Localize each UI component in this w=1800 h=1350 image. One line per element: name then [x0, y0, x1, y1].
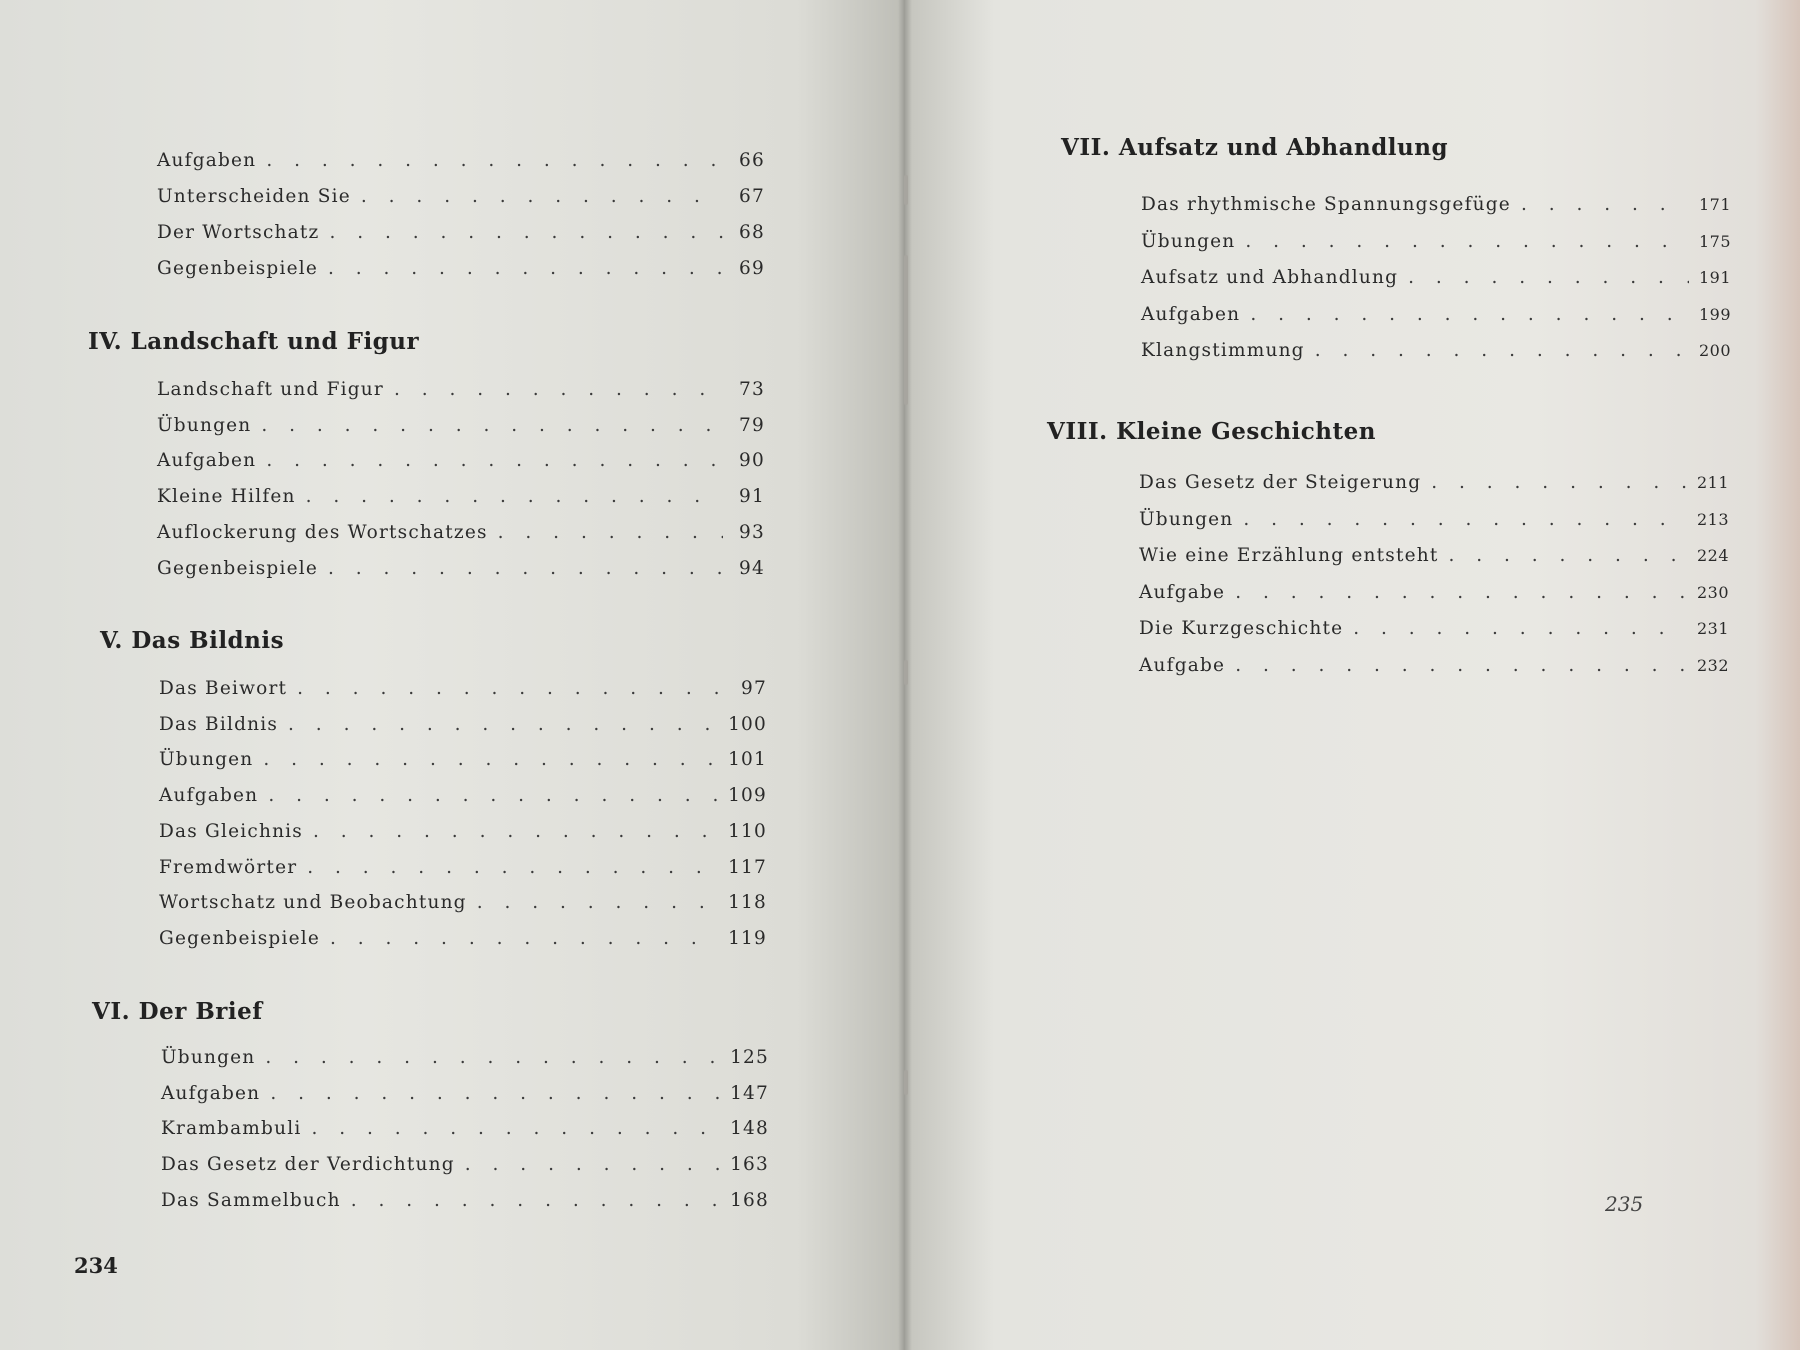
- dot-leader: [328, 558, 723, 579]
- section-title: VII. Aufsatz und Abhandlung: [1061, 134, 1449, 161]
- toc-entry: [1141, 267, 1731, 288]
- dot-leader: [297, 678, 725, 699]
- toc-entry: [159, 928, 767, 949]
- toc-entry-page: 175: [1698, 231, 1731, 251]
- dot-leader: [361, 186, 723, 207]
- binding-stitch: [904, 660, 908, 685]
- dot-leader: [268, 785, 720, 806]
- dot-leader: [1353, 618, 1687, 639]
- toc-entry: [161, 1083, 769, 1104]
- toc-entry: [1139, 618, 1729, 639]
- toc-entry: [157, 379, 765, 400]
- toc-entry-label: Kleine Hilfen: [157, 486, 296, 508]
- dot-leader: [1250, 304, 1689, 325]
- toc-entry-label: Das Gesetz der Verdichtung: [161, 1154, 455, 1176]
- dot-leader: [288, 714, 720, 735]
- toc-entry-page: 119: [728, 927, 767, 949]
- toc-entry-page: 148: [730, 1118, 769, 1140]
- dot-leader: [311, 1118, 722, 1139]
- dot-leader: [1243, 509, 1687, 530]
- dot-leader: [1315, 340, 1689, 361]
- toc-entry-page: 224: [1696, 546, 1729, 565]
- dot-leader: [328, 258, 723, 279]
- binding-stitch: [904, 255, 908, 405]
- toc-entry: [159, 785, 767, 806]
- toc-entry-label: Die Kurzgeschichte: [1139, 618, 1344, 639]
- toc-entry-page: 73: [739, 379, 765, 400]
- dot-leader: [1235, 582, 1687, 603]
- toc-entry: [159, 857, 767, 878]
- toc-entry-page: 100: [728, 713, 767, 735]
- toc-entry-page: 200: [1698, 341, 1731, 360]
- toc-entry-label: Übungen: [1141, 230, 1236, 252]
- toc-entry-label: Fremdwörter: [159, 856, 298, 878]
- dot-leader: [270, 1083, 722, 1104]
- toc-entry-page: 66: [739, 150, 765, 171]
- binding-stitch: [904, 1070, 908, 1095]
- toc-entry-page: 109: [728, 785, 767, 807]
- toc-entry-page: 68: [739, 222, 765, 243]
- toc-entry-label: Unterscheiden Sie: [157, 186, 351, 207]
- dot-leader: [394, 379, 723, 400]
- toc-entry: [161, 1047, 769, 1068]
- toc-entry: [1139, 509, 1729, 530]
- dot-leader: [306, 486, 723, 507]
- toc-entry-page: 101: [728, 749, 767, 771]
- toc-entry-label: Klangstimmung: [1141, 340, 1305, 361]
- toc-entry-page: 94: [739, 557, 765, 579]
- toc-entry: [1141, 340, 1731, 361]
- dot-leader: [1521, 194, 1689, 215]
- dot-leader: [1235, 655, 1687, 676]
- toc-entry-page: 67: [739, 186, 765, 207]
- toc-entry: [159, 892, 767, 913]
- toc-entry-page: 191: [1698, 268, 1731, 287]
- toc-entry: [157, 486, 765, 507]
- toc-entry-page: 91: [739, 486, 765, 508]
- toc-entry-page: 211: [1696, 473, 1729, 492]
- dot-leader: [307, 857, 720, 878]
- toc-entry-label: Das Sammelbuch: [161, 1189, 341, 1211]
- toc-entry-label: Übungen: [157, 414, 252, 436]
- toc-entry-label: Aufgaben: [157, 450, 257, 472]
- toc-entry: [161, 1118, 769, 1139]
- dot-leader: [477, 892, 720, 913]
- toc-entry-label: Aufgabe: [1139, 654, 1226, 676]
- page-number: 235: [1605, 1192, 1644, 1216]
- toc-entry-label: Krambambuli: [161, 1118, 302, 1140]
- right-page: [905, 0, 1800, 1350]
- dot-leader: [266, 450, 723, 471]
- toc-entry: [161, 1154, 769, 1175]
- toc-entry-label: Aufgaben: [1141, 303, 1241, 325]
- section-title: VIII. Kleine Geschichten: [1047, 418, 1376, 445]
- toc-entry-label: Landschaft und Figur: [157, 379, 384, 400]
- toc-entry: [1141, 231, 1731, 252]
- toc-entry: [1139, 545, 1729, 566]
- toc-entry: [1141, 194, 1731, 215]
- toc-entry-label: Übungen: [159, 749, 254, 771]
- dot-leader: [265, 1047, 722, 1068]
- toc-entry-label: Das Gesetz der Steigerung: [1139, 472, 1422, 493]
- toc-entry-page: 147: [730, 1082, 769, 1104]
- dot-leader: [1245, 231, 1689, 252]
- dot-leader: [465, 1154, 722, 1175]
- section-title: V. Das Bildnis: [100, 627, 285, 654]
- toc-entry: [1139, 582, 1729, 603]
- dot-leader: [266, 150, 723, 171]
- toc-entry: [159, 678, 767, 699]
- section-title: VI. Der Brief: [92, 998, 263, 1025]
- toc-entry-page: 213: [1696, 509, 1729, 529]
- dot-leader: [329, 222, 723, 243]
- toc-entry-label: Aufgabe: [1139, 581, 1226, 603]
- toc-entry: [157, 450, 765, 471]
- dot-leader: [1431, 472, 1687, 493]
- dot-leader: [498, 522, 723, 543]
- toc-entry-label: Wortschatz und Beobachtung: [159, 892, 467, 914]
- toc-entry: [157, 522, 765, 543]
- toc-entry-label: Das Beiwort: [159, 678, 288, 699]
- toc-entry-label: Auflockerung des Wortschatzes: [157, 521, 488, 543]
- binding-stitch: [904, 175, 908, 205]
- toc-entry-page: 171: [1698, 195, 1731, 214]
- toc-entry-label: Das rhythmische Spannungsgefüge: [1141, 194, 1511, 215]
- toc-entry: [157, 186, 765, 207]
- toc-entry-page: 97: [741, 678, 767, 699]
- section-title: IV. Landschaft und Figur: [88, 328, 420, 355]
- dot-leader: [261, 415, 723, 436]
- page-number: 234: [74, 1253, 118, 1278]
- toc-entry-page: 125: [730, 1047, 769, 1068]
- toc-entry-label: Das Bildnis: [159, 713, 279, 735]
- toc-entry-page: 118: [728, 892, 767, 914]
- dot-leader: [351, 1190, 722, 1211]
- toc-entry-page: 93: [739, 521, 765, 543]
- toc-entry: [157, 222, 765, 243]
- toc-entry-page: 79: [739, 414, 765, 436]
- toc-entry-label: Übungen: [161, 1047, 256, 1068]
- toc-entry: [1141, 304, 1731, 325]
- toc-entry-label: Aufgaben: [161, 1082, 261, 1104]
- toc-entry-label: Das Gleichnis: [159, 820, 303, 842]
- toc-entry-page: 199: [1698, 304, 1731, 324]
- toc-entry-label: Aufgaben: [159, 785, 259, 807]
- toc-entry: [157, 558, 765, 579]
- toc-entry-page: 231: [1696, 619, 1729, 638]
- toc-entry: [159, 821, 767, 842]
- dot-leader: [1408, 267, 1689, 288]
- toc-entry-page: 232: [1696, 655, 1729, 675]
- toc-entry-label: Übungen: [1139, 508, 1234, 530]
- toc-entry-label: Aufgaben: [157, 150, 257, 171]
- toc-entry-label: Gegenbeispiele: [157, 258, 319, 279]
- toc-entry: [157, 415, 765, 436]
- toc-entry-label: Wie eine Erzählung entsteht: [1139, 545, 1439, 566]
- toc-entry-page: 168: [730, 1189, 769, 1211]
- toc-entry: [161, 1190, 769, 1211]
- toc-entry-page: 90: [739, 450, 765, 472]
- toc-entry-page: 163: [730, 1154, 769, 1176]
- dot-leader: [263, 749, 720, 770]
- toc-entry: [157, 258, 765, 279]
- toc-entry-page: 230: [1696, 582, 1729, 602]
- toc-entry-label: Gegenbeispiele: [159, 927, 321, 949]
- toc-entry-label: Aufsatz und Abhandlung: [1141, 267, 1399, 288]
- toc-entry-page: 110: [728, 820, 767, 842]
- toc-entry: [1139, 472, 1729, 493]
- toc-entry-page: 69: [739, 258, 765, 279]
- toc-entry: [1139, 655, 1729, 676]
- toc-entry: [157, 150, 765, 171]
- dot-leader: [330, 928, 720, 949]
- toc-entry-page: 117: [728, 856, 767, 878]
- dot-leader: [313, 821, 720, 842]
- toc-entry-label: Der Wortschatz: [157, 222, 320, 243]
- dot-leader: [1448, 545, 1687, 566]
- toc-entry: [159, 714, 767, 735]
- toc-entry-label: Gegenbeispiele: [157, 557, 319, 579]
- toc-entry: [159, 749, 767, 770]
